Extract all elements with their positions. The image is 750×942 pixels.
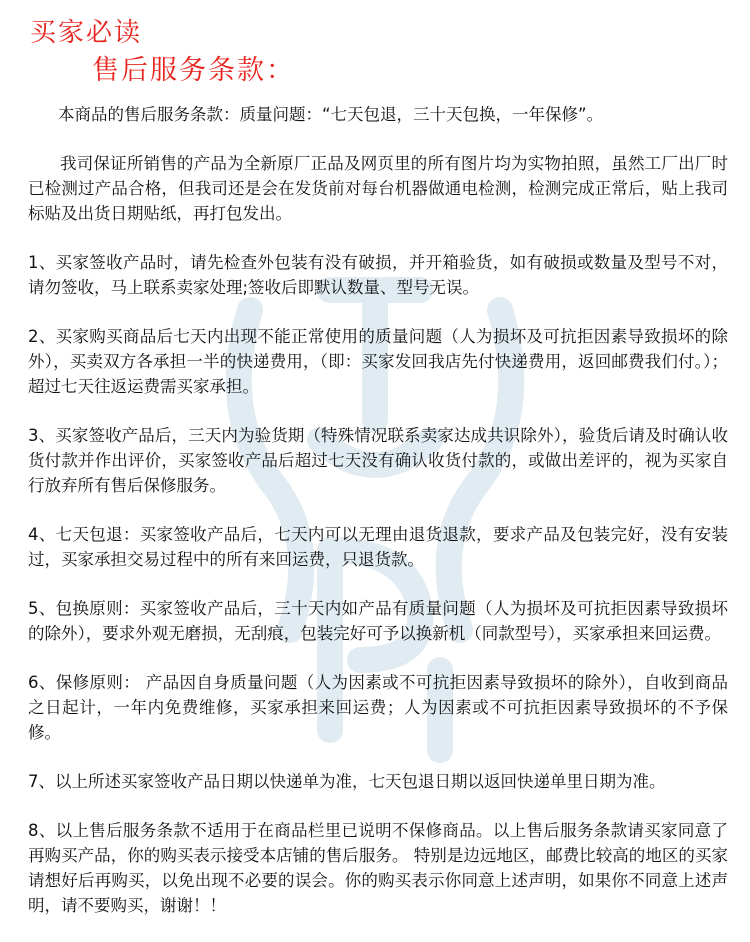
terms-body [28, 103, 728, 942]
title-text-1: 买家必读 [30, 18, 143, 48]
term-item-7: 7、以上所述买家签收产品日期以快递单为准，七天包退日期以返回快递单里日期为准。 [28, 772, 666, 791]
term-item-5: 5、包换原则：买家签收产品后，三十天内如产品有质量问题（人为损坏及可抗拒因素导致损坏的除外），要求外观无磨损，无刮痕，包装完好可予以换新机（同款型号），买家承担来回运费。 [28, 599, 728, 643]
page-title-line1 [30, 12, 142, 49]
term-item-4: 4、七天包退：买家签收产品后，七天内可以无理由退货退款，要求产品及包装完好，没有安装过，买家承担交易过程中的所有来回运费，只退货款。 [28, 525, 728, 569]
title-text-2: 售后服务条款： [92, 55, 295, 86]
term-item-2: 2、买家购买商品后七天内出现不能正常使用的质量问题（人为损坏及可抗拒因素导致损坏的除外），买卖双方各承担一半的快递费用，（即：买家发回我店先付快递费用，返回邮费我们付。）；超过七天往返运费需买家承担。 [28, 327, 728, 396]
term-item-3: 3、买家签收产品后，三天内为验货期（特殊情况联系卖家达成共识除外），验货后请及时确认收货付款并作出评价，买家签收产品后超过七天没有确认收货付款的，或做出差评的，视为买家自行放弃所有售后保修服务。 [28, 426, 728, 495]
page-title-line2 [92, 48, 295, 87]
term-item-6: 6、保修原则： 产品因自身质量问题（人为因素或不可抗拒因素导致损坏的除外），自收到商品之日起计，一年内免费维修，买家承担来回运费；人为因素或不可抗拒因素导致损坏的不予保修。 [28, 673, 728, 742]
term-item-8: 8、以上售后服务条款不适用于在商品栏里已说明不保修商品。以上售后服务条款请买家同意了再购买产品，你的购买表示接受本店铺的售后服务。 特别是边远地区，邮费比较高的地区的买家请想好后再购买，以免出现不必要的误会。你的购买表示你同意上述声明，如果你不同意上述声明，请不要购买，谢谢！！ [28, 821, 728, 915]
term-item-1: 1、买家签收产品时，请先检查外包装有没有破损，并开箱验货，如有破损或数量及型号不对，请勿签收，马上联系卖家处理;签收后即默认数量、型号无误。 [28, 253, 728, 297]
guarantee-paragraph: 我司保证所销售的产品为全新原厂正品及网页里的所有图片均为实物拍照，虽然工厂出厂时已检测过产品合格，但我司还是会在发货前对每台机器做通电检测，检测完成正常后，贴上我司标贴及出货日期贴纸，再打包发出。 [28, 154, 728, 223]
intro-text: 本商品的售后服务条款：质量问题：“七天包退，三十天包换，一年保修”。 [58, 105, 604, 124]
